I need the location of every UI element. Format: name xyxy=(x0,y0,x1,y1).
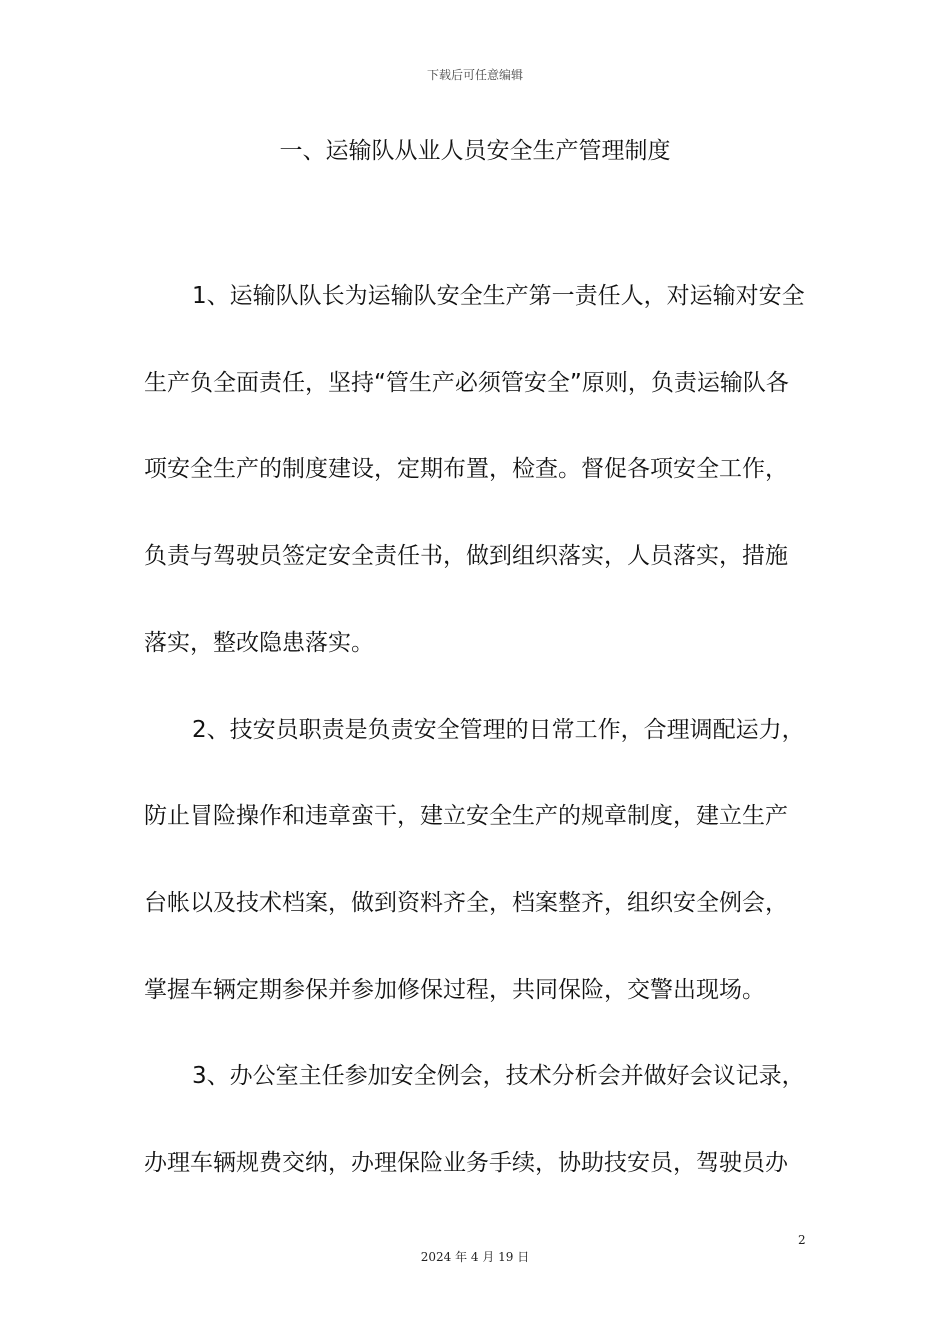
paragraph-line: 项安全生产的制度建设，定期布置，检查。督促各项安全工作， xyxy=(144,456,788,483)
document-title: 一、运输队从业人员安全生产管理制度 xyxy=(279,138,671,164)
page-number: 2 xyxy=(798,1233,806,1247)
paragraph-line: 生产负全面责任，坚持“管生产必须管安全”原则，负责运输队各 xyxy=(144,369,789,396)
footer-date: 2024 年 4 月 19 日 xyxy=(420,1250,530,1264)
paragraph-line: 防止冒险操作和违章蛮干，建立安全生产的规章制度，建立生产 xyxy=(144,803,788,830)
paragraph-line: 2、技安员职责是负责安全管理的日常工作，合理调配运力， xyxy=(192,716,805,743)
paragraph-2 xyxy=(144,687,820,1034)
paragraph-line: 3、办公室主任参加安全例会，技术分析会并做好会议记录， xyxy=(192,1063,805,1090)
paragraph-1 xyxy=(144,253,820,687)
paragraph-line: 台帐以及技术档案，做到资料齐全，档案整齐，组织安全例会， xyxy=(144,889,788,916)
paragraph-line: 办理车辆规费交纳，办理保险业务手续，协助技安员，驾驶员办 xyxy=(144,1150,788,1177)
document-body xyxy=(144,253,820,1207)
paragraph-line: 落实，整改隐患落实。 xyxy=(144,629,374,656)
paragraph-line: 负责与驾驶员签定安全责任书，做到组织落实，人员落实，措施 xyxy=(144,543,788,570)
paragraph-line: 1、运输队队长为运输队安全生产第一责任人，对运输对安全 xyxy=(192,283,805,309)
paragraph-line: 掌握车辆定期参保并参加修保过程，共同保险，交警出现场。 xyxy=(144,976,765,1003)
paragraph-3 xyxy=(144,1033,820,1206)
header-note: 下载后可任意编辑 xyxy=(426,68,523,82)
